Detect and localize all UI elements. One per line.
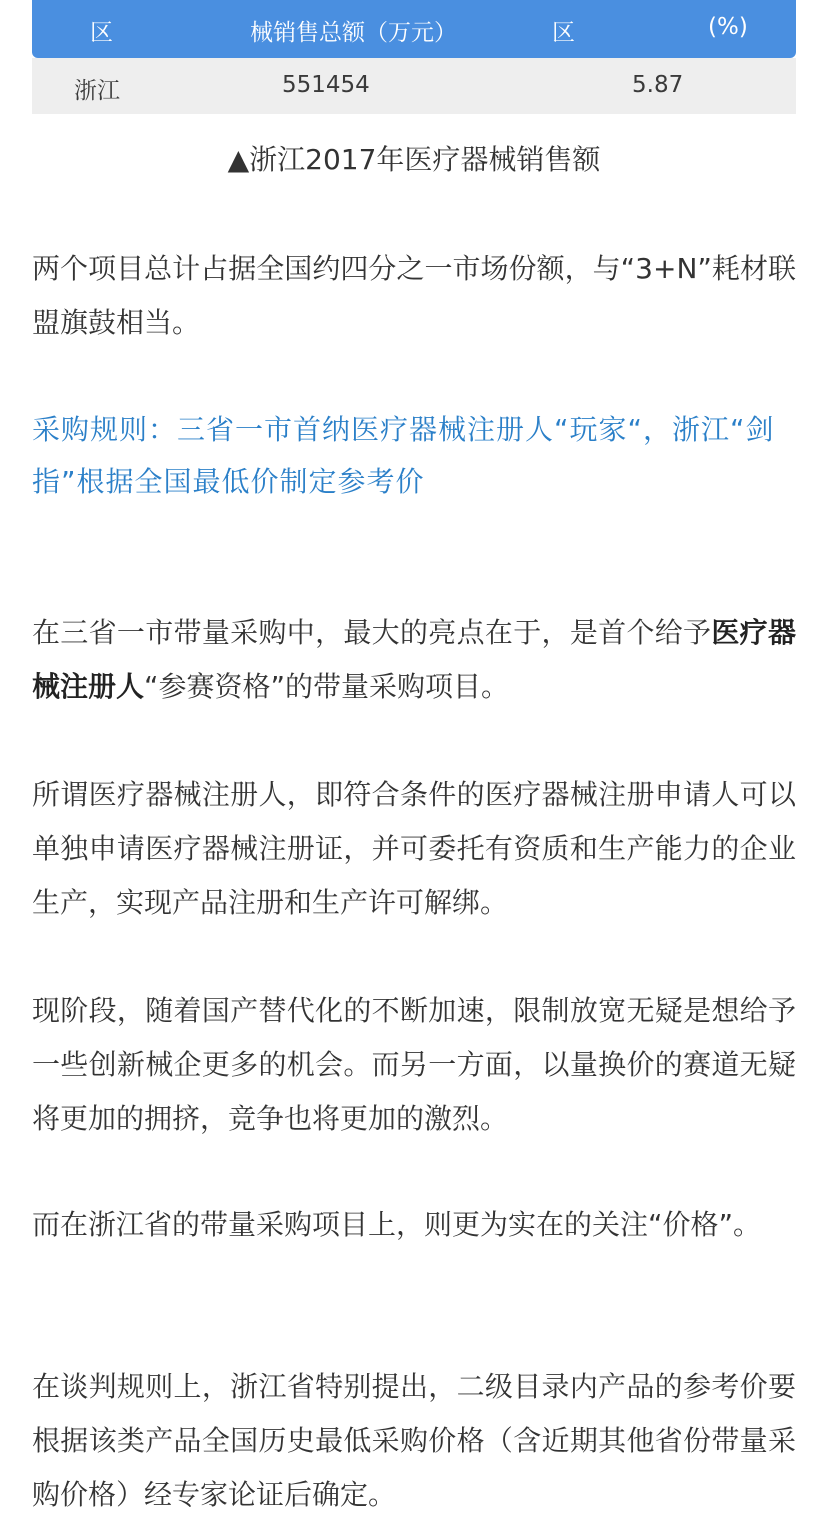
paragraph-highlight-start: 在三省一市带量采购中，最大的亮点在于，是首个给予 [32,616,712,649]
paragraph-negotiation-rules: 在谈判规则上，浙江省特别提出，二级目录内产品的参考价要根据该类产品全国历史最低采购价格（含近期其他省份带量采购价格）经专家论证后确定。 [32,1370,796,1511]
paragraph-registrant-definition: 所谓医疗器械注册人，即符合条件的医疗器械注册申请人可以单独申请医疗器械注册证，并可委托有资质和生产能力的企业生产，实现产品注册和生产许可解绑。 [32,778,796,919]
header-region-2: 区 [552,20,575,46]
header-sales-total: 械销售总额（万元） [250,20,457,46]
paragraph-highlight [32,606,796,714]
header-region: 区 [90,20,113,46]
header-share: (%) [708,14,748,40]
table-row [32,58,796,114]
sales-table [32,0,796,114]
table-caption: ▲浙江2017年医疗器械销售额 [227,143,601,176]
section-heading: 采购规则：三省一市首纳医疗器械注册人“玩家“，浙江“剑指”根据全国最低价制定参考价 [32,413,775,498]
paragraph-zhejiang-price: 而在浙江省的带量采购项目上，则更为实在的关注“价格”。 [32,1208,762,1241]
paragraph-market-share: 两个项目总计占据全国约四分之一市场份额，与“3+N”耗材联盟旗鼓相当。 [32,252,796,339]
cell-share: 5.87 [632,72,684,98]
table-header [32,0,796,58]
paragraph-highlight-end: “参赛资格”的带量采购项目。 [144,670,510,703]
paragraph-highlight-bold: 医疗器械注册人 [32,616,796,703]
cell-region: 浙江 [74,78,120,104]
paragraph-current-stage: 现阶段，随着国产替代化的不断加速，限制放宽无疑是想给予一些创新械企更多的机会。而另一方面，以量换价的赛道无疑将更加的拥挤，竞争也将更加的激烈。 [32,994,796,1135]
cell-total: 551454 [282,72,370,98]
